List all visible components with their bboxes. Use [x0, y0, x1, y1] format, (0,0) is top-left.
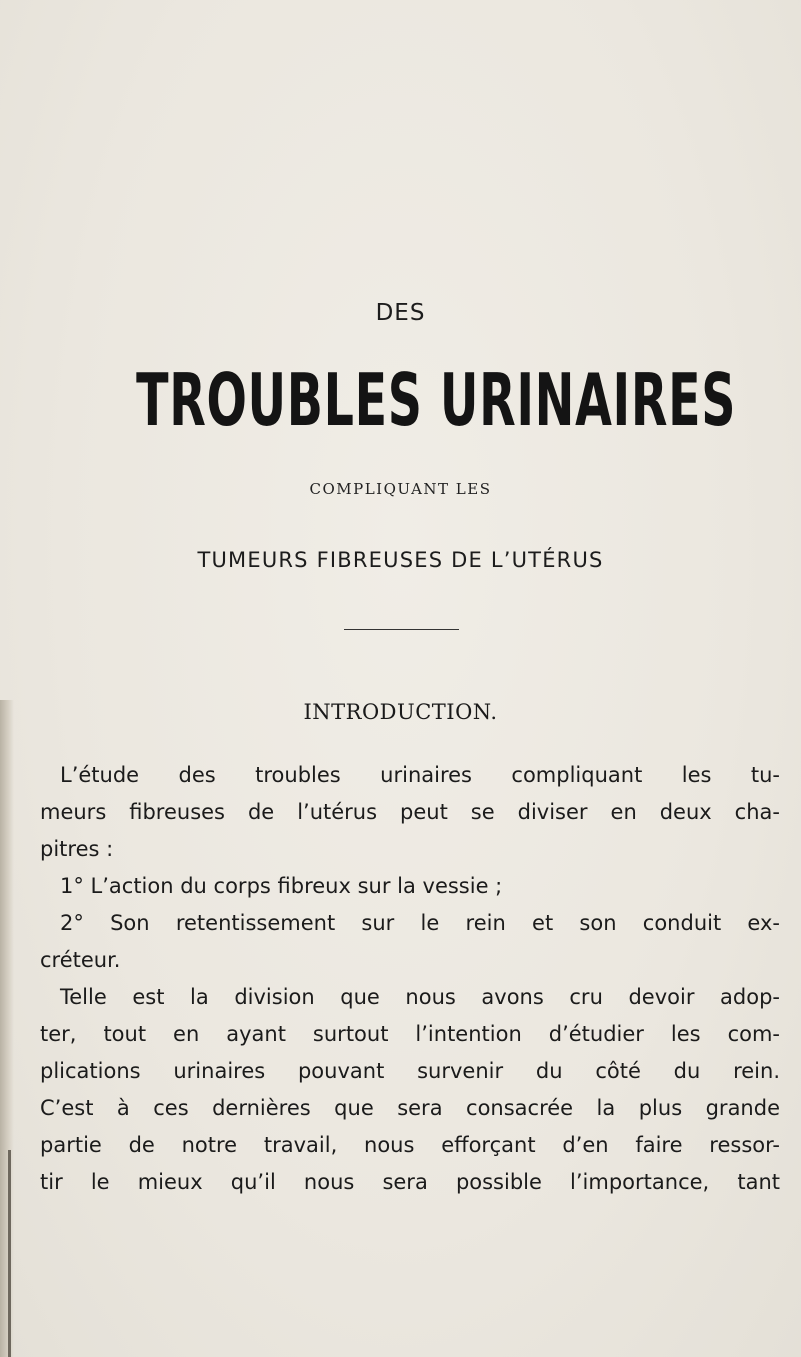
- main-title: TROUBLES URINAIRES: [136, 358, 737, 442]
- list-item: 2° Son retentissement sur le rein et son conduit ex-: [60, 911, 780, 935]
- section-heading: INTRODUCTION.: [303, 700, 498, 724]
- page-binding-edge: [8, 1150, 11, 1357]
- body-text: [40, 757, 780, 1201]
- list-item: 1° L’action du corps fibreux sur la vessie ;: [60, 874, 503, 898]
- paragraph-line: Telle est la division que nous avons cru devoir adop-: [60, 985, 780, 1009]
- page-binding-shadow: [0, 700, 14, 1357]
- title-connector: COMPLIQUANT LES: [309, 480, 492, 498]
- paragraph-line: créteur.: [40, 948, 121, 972]
- paragraph-line: pitres :: [40, 837, 114, 861]
- title-separator-rule: [344, 629, 459, 630]
- paragraph-line: meurs fibreuses de l’utérus peut se diviser en deux cha-: [40, 800, 780, 824]
- paragraph-line: ter, tout en ayant surtout l’intention d’étudier les com-: [40, 1022, 780, 1046]
- paragraph-line: plications urinaires pouvant survenir du côté du rein.: [40, 1059, 780, 1083]
- paragraph-line: partie de notre travail, nous efforçant d’en faire ressor-: [40, 1133, 780, 1157]
- paragraph-line: tir le mieux qu’il nous sera possible l’importance, tant: [40, 1170, 780, 1194]
- title-prefix: DES: [375, 300, 426, 326]
- title-subject: TUMEURS FIBREUSES DE L’UTÉRUS: [197, 548, 604, 572]
- paragraph-line: L’étude des troubles urinaires compliquant les tu-: [60, 763, 780, 787]
- paragraph-line: C’est à ces dernières que sera consacrée la plus grande: [40, 1096, 780, 1120]
